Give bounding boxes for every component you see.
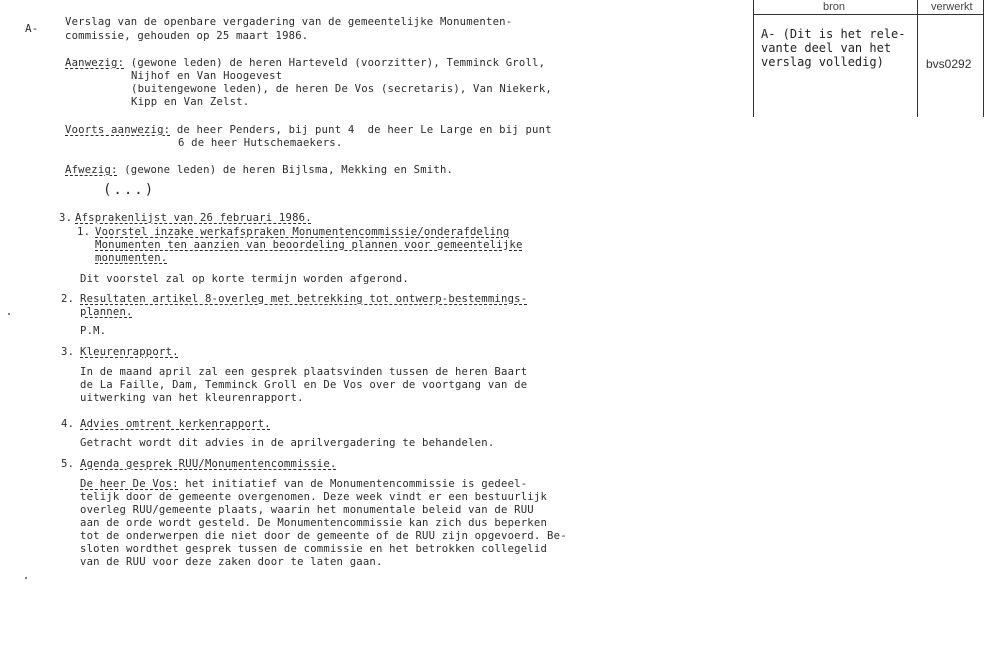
item-1-title-line-2: Monumenten ten aanzien van beoordeling plannen voor gemeentelijke (95, 239, 523, 251)
item-5-body-line-3: aan de orde wordt gesteld. De Monumentencommissie kan zich dus beperken (80, 517, 548, 529)
item-1-body-line-1: Dit voorstel zal op korte termijn worden afgerond. (80, 273, 409, 285)
item-5-speaker: De heer De Vos: (80, 478, 179, 490)
voorts-label: Voorts aanwezig: (65, 124, 171, 136)
item-3-title: Kleurenrapport. (80, 346, 179, 358)
item-2-title-line-1: Resultaten artikel 8-overleg met betrekking tot ontwerp-bestemmings- (80, 293, 528, 305)
item-3-body-line-3: uitwerking van het kleurenrapport. (80, 392, 304, 404)
aanwezig-line-3: (buitengewone leden), de heren De Vos (secretaris), Van Niekerk, (131, 83, 552, 95)
archive-source-note: A- (Dit is het rele- vante deel van het verslag volledig) (761, 27, 906, 69)
item-5-speaker-text: het initiatief van de Monumentencommissie is gedeel- (178, 478, 528, 490)
afwezig-label: Afwezig: (65, 164, 118, 176)
voorts-text: de heer Penders, bij punt 4 de heer Le Large en bij punt (170, 124, 552, 136)
item-3-body-line-1: In de maand april zal een gesprek plaatsvinden tussen de heren Baart (80, 366, 528, 378)
item-4-number: 4. (61, 418, 75, 430)
aanwezig-line-4: Kipp en Van Zelst. (131, 96, 250, 108)
item-2-number: 2. (61, 293, 75, 305)
section-3-number: 3. (59, 212, 73, 224)
item-2-title-line-2: plannen. (80, 306, 133, 318)
afwezig-text: (gewone leden) de heren Bijlsma, Mekking en Smith. (117, 164, 454, 176)
afwezig-line (65, 164, 453, 177)
item-4-title: Advies omtrent kerkenrapport. (80, 418, 271, 430)
item-3-body-line-2: de La Faille, Dam, Temminck Groll en De Vos over de voortgang van de (80, 379, 528, 391)
item-5-speaker-line (80, 478, 527, 491)
archive-box-left-border (753, 0, 754, 117)
archive-col-bron: bron (823, 1, 846, 13)
item-5-number: 5. (61, 458, 75, 470)
aanwezig-label: Aanwezig: (65, 57, 125, 69)
voorts-line-2: 6 de heer Hutschemaekers. (178, 137, 343, 149)
paper-speck (25, 577, 27, 579)
section-3-title: Afsprakenlijst van 26 februari 1986. (75, 212, 312, 224)
item-5-title: Agenda gesprek RUU/Monumentencommissie. (80, 458, 337, 470)
item-5-body-line-1: telijk door de gemeente overgenomen. Deze week vindt er een bestuurlijk (80, 491, 548, 503)
item-1-number: 1. (77, 226, 91, 238)
item-2-body-line-1: P.M. (80, 325, 107, 337)
archive-code: bvs0292 (926, 57, 972, 71)
report-heading-line-1: Verslag van de openbare vergadering van de gemeentelijke Monumenten- (65, 16, 513, 28)
margin-mark: A- (25, 22, 39, 35)
archive-box-right-border (983, 0, 984, 117)
item-5-body-line-5: sloten wordthet gesprek tussen de commissie en het betrokken collegelid (80, 543, 548, 555)
item-5-body-line-2: overleg RUU/gemeente plaats, waarin het monumentale beleid van de RUU (80, 504, 534, 516)
aanwezig-line-1 (65, 57, 545, 70)
archive-box (753, 0, 984, 117)
voorts-line-1 (65, 124, 552, 137)
report-heading-line-2: commissie, gehouden op 25 maart 1986. (65, 30, 309, 42)
item-3-number: 3. (61, 346, 75, 358)
paper-speck (8, 313, 10, 315)
archive-col-verwerkt: verwerkt (931, 1, 973, 13)
item-1-title-line-1: Voorstel inzake werkafspraken Monumentencommissie/onderafdeling (95, 226, 510, 238)
item-5-body-line-4: tot de onderwerpen die niet door de gemeente of de RUU zijn opgevoerd. Be- (80, 530, 567, 542)
archive-box-header-rule (753, 14, 984, 15)
archive-box-divider (917, 0, 918, 117)
item-4-body-line-1: Getracht wordt dit advies in de aprilvergadering te behandelen. (80, 437, 495, 449)
item-1-title-line-3: monumenten. (95, 252, 168, 264)
omission-mark: (...) (103, 182, 156, 198)
item-5-body-line-6: van de RUU voor deze zaken door te laten gaan. (80, 556, 383, 568)
aanwezig-line-2: Nijhof en Van Hoogevest (131, 70, 283, 82)
aanwezig-text: (gewone leden) de heren Harteveld (voorzitter), Temminck Groll, (124, 57, 546, 69)
